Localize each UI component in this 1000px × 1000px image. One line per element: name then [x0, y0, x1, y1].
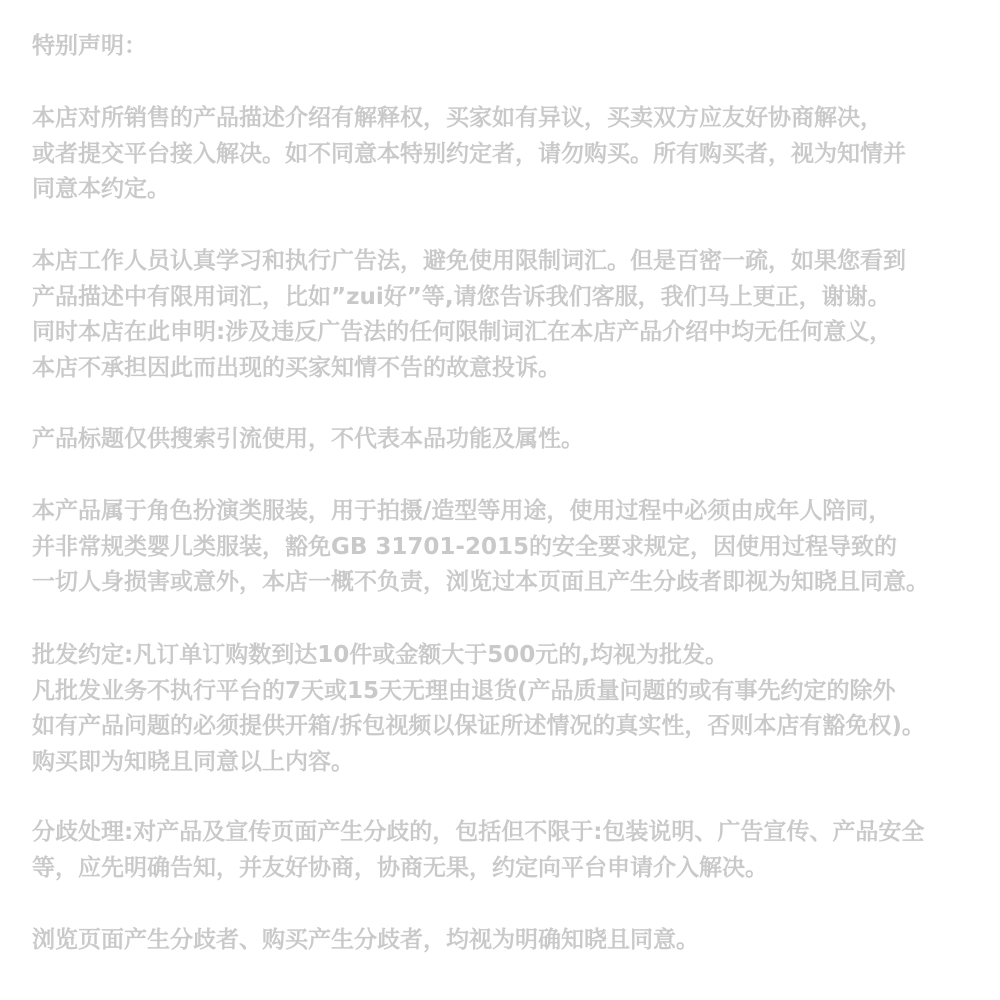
text-line: 批发约定:凡订单订购数到达10件或金额大于500元的,均视为批发。: [32, 642, 728, 668]
text-line: 同时本店在此申明:涉及违反广告法的任何限制词汇在本店产品介绍中均无任何意义，: [32, 319, 893, 345]
paragraph-dispute-handling: [32, 815, 924, 886]
paragraph-product-title: [32, 422, 584, 458]
text-line: 本店对所销售的产品描述介绍有解释权，买家如有异议，买卖双方应友好协商解决，: [32, 105, 883, 131]
text-line: 一切人身损害或意外，本店一概不负责，浏览过本页面且产生分歧者即视为知晓且同意。: [32, 569, 929, 595]
text-line: 产品标题仅供搜索引流使用，不代表本品功能及属性。: [32, 426, 584, 452]
text-line: 同意本约定。: [32, 176, 170, 202]
text-line: 等，应先明确告知，并友好协商，协商无果，约定向平台申请介入解决。: [32, 854, 768, 881]
text-line: 或者提交平台接入解决。如不同意本特别约定者，请勿购买。所有购买者，视为知情并: [32, 140, 906, 167]
text-line: 特别声明：: [32, 33, 147, 59]
text-line: 产品描述中有限用词汇，比如”zui好”等,请您告诉我们客服，我们马上更正，谢谢。: [32, 283, 891, 310]
text-line: 本店不承担因此而出现的买家知情不告的故意投诉。: [32, 354, 561, 381]
text-line: 并非常规类婴儿类服装，豁免GB 31701-2015的安全要求规定，因使用过程导致的: [32, 533, 897, 560]
text-line: 如有产品问题的必须提供开箱/拆包视频以保证所述情况的真实性，否则本店有豁免权)。: [32, 713, 925, 739]
text-line: 购买即为知晓且同意以上内容。: [32, 748, 354, 775]
paragraph-costume-safety: [32, 494, 929, 601]
paragraph-interpretation-rights: [32, 101, 906, 208]
paragraph-wholesale-terms: [32, 638, 925, 780]
text-line: 凡批发业务不执行平台的7天或15天无理由退货(产品质量问题的或有事先约定的除外: [32, 677, 896, 704]
text-line: 本产品属于角色扮演类服装，用于拍摄/造型等用途，使用过程中必须由成年人陪同，: [32, 498, 892, 524]
statement-heading: [32, 29, 147, 65]
text-line: 浏览页面产生分歧者、购买产生分歧者，均视为明确知晓且同意。: [32, 927, 699, 953]
text-line: 本店工作人员认真学习和执行广告法，避免使用限制词汇。但是百密一疏，如果您看到: [32, 248, 906, 274]
text-line: 分歧处理:对产品及宣传页面产生分歧的，包括但不限于:包装说明、广告宣传、产品安全: [32, 819, 925, 845]
statement-document: [32, 0, 1000, 1000]
paragraph-acknowledgement: [32, 923, 699, 959]
paragraph-advertising-law: [32, 244, 906, 386]
